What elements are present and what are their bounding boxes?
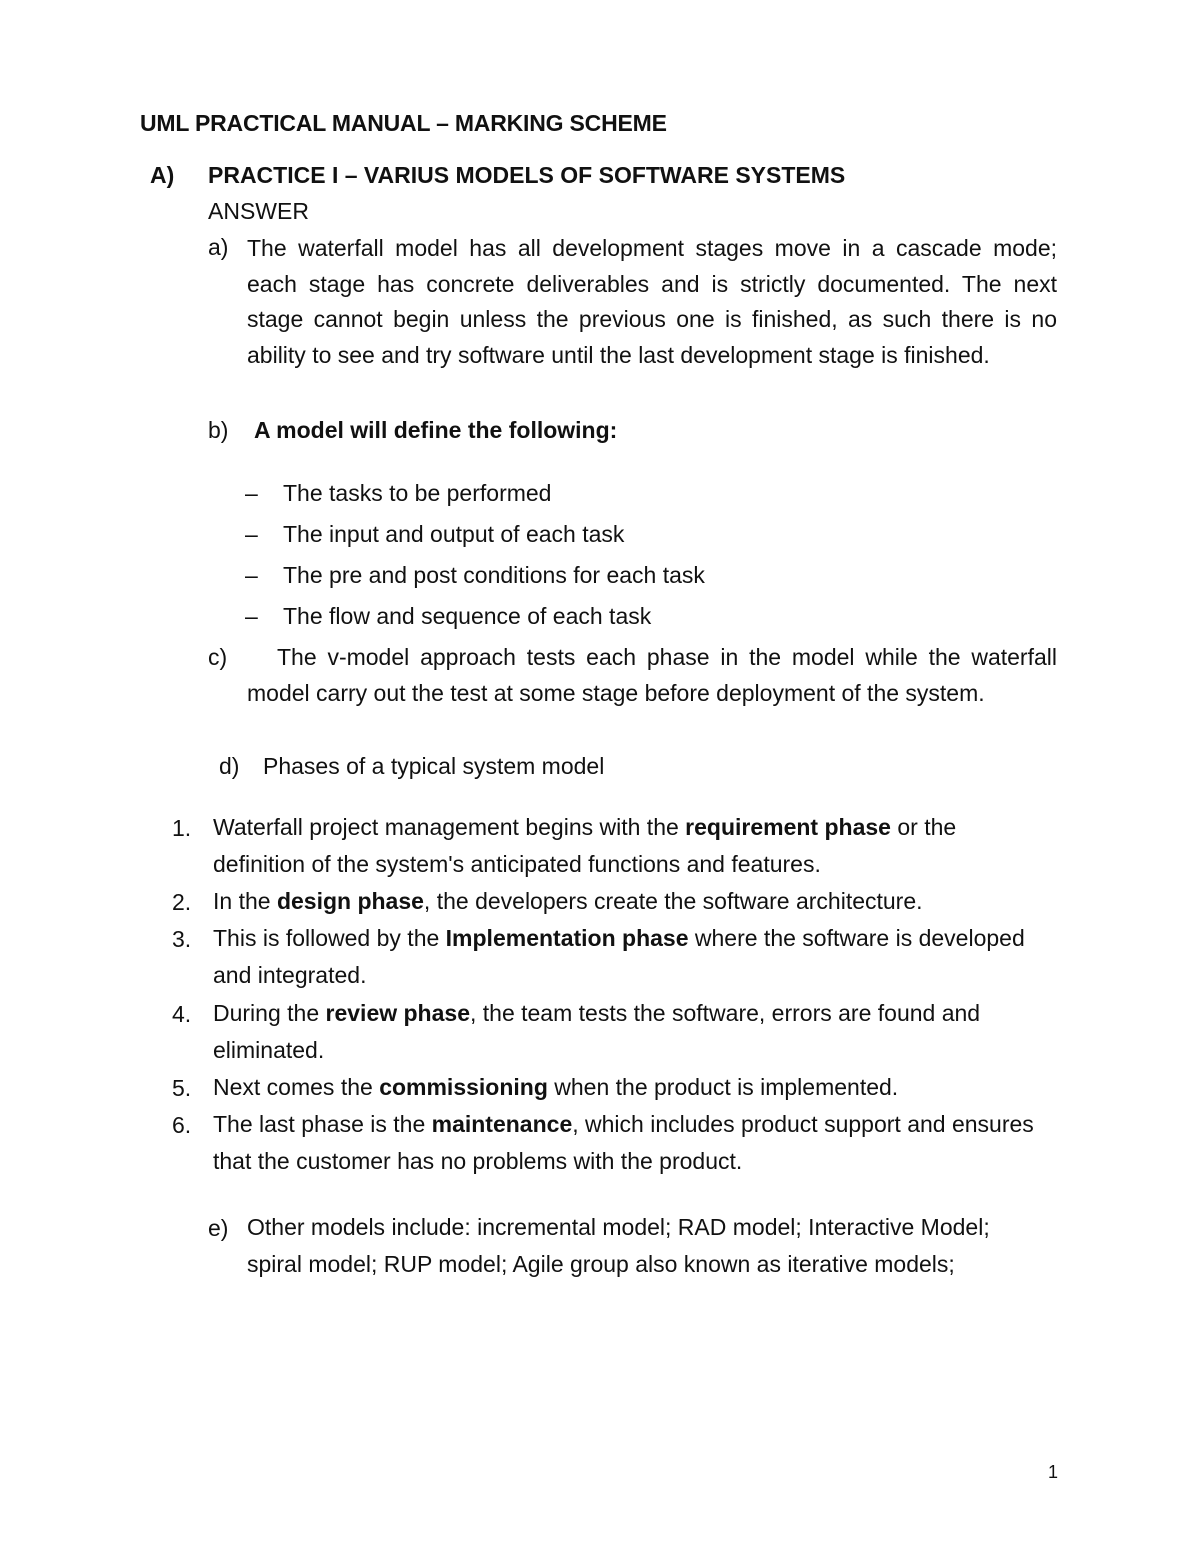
phase-number: 1. (172, 815, 192, 841)
item-e-text: Other models include: incremental model; RAD model; Interactive Model; spiral model; RUP model; Agile group also known as iterative models; (247, 1214, 990, 1277)
phase-number: 2. (172, 889, 192, 915)
phase-item-design: In the design phase, the developers create the software architecture. (213, 888, 923, 914)
phase-number: 3. (172, 926, 192, 952)
bullet-dash: – (245, 480, 258, 506)
item-c-marker: c) (208, 644, 228, 670)
bullet-dash: – (245, 521, 258, 547)
document-title: UML PRACTICAL MANUAL – MARKING SCHEME (140, 110, 667, 136)
item-d-text: Phases of a typical system model (263, 753, 605, 779)
item-b-heading: A model will define the following: (254, 417, 618, 443)
item-a-marker: a) (208, 234, 229, 260)
item-d-marker: d) (219, 753, 240, 779)
bullet-dash: – (245, 562, 258, 588)
phase-item-commissioning: Next comes the commissioning when the product is implemented. (213, 1074, 899, 1100)
list-item: The tasks to be performed (283, 480, 552, 506)
list-item: The pre and post conditions for each task (283, 562, 705, 588)
phase-item-maintenance: The last phase is the maintenance, which includes product support and ensures that the customer has no problems with the product. (213, 1111, 1034, 1174)
section-heading (150, 162, 845, 189)
page-number: 1 (1048, 1462, 1059, 1482)
section-heading-text: PRACTICE I – VARIUS MODELS OF SOFTWARE SYSTEMS (208, 162, 846, 188)
phase-item-requirement: Waterfall project management begins with the requirement phase or the definition of the system's anticipated functions and features. (213, 814, 957, 877)
item-c-text: The v-model approach tests each phase in the model while the waterfall model carry out the test at some stage before deployment of the system. (247, 644, 1057, 706)
phase-number: 6. (172, 1112, 192, 1138)
phase-number: 4. (172, 1001, 192, 1027)
item-a-text: The waterfall model has all development stages move in a cascade mode; each stage has concrete deliverables and is strictly documented. The next stage cannot begin unless the previous one is finished, as such there is no ability to see and try software until the last development stage is finished. (247, 235, 1057, 368)
answer-label: ANSWER (208, 198, 309, 224)
list-item: The flow and sequence of each task (283, 603, 652, 629)
phase-number: 5. (172, 1075, 192, 1101)
list-item: The input and output of each task (283, 521, 625, 547)
section-marker: A) (150, 162, 175, 188)
phase-item-review: During the review phase, the team tests the software, errors are found and eliminated. (213, 1000, 981, 1063)
phase-item-implementation: This is followed by the Implementation phase where the software is developed and integrated. (213, 925, 1025, 988)
item-b-marker: b) (208, 417, 229, 443)
bullet-dash: – (245, 603, 258, 629)
item-e-marker: e) (208, 1215, 229, 1241)
